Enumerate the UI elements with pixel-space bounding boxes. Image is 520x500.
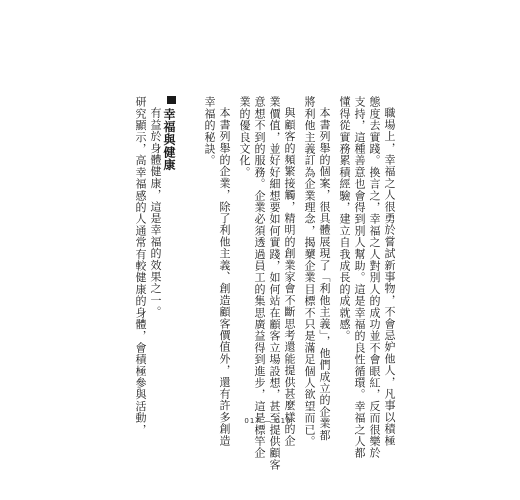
text-column: 與顧客的頻繁接觸，精明的創業家會不斷思考還能提供甚麼樣的企: [283, 107, 296, 447]
text-column: 意想不到的服務。企業必須透過員工的集思廣益得到進步，這是標竿企: [253, 96, 266, 459]
text-column: 幸福的秘訣。: [203, 96, 216, 167]
text-column: 業的優良文化。: [238, 96, 251, 178]
text-column: 職場上，幸福之人很勇於嘗試新事物，不會忌妒他人，凡事以積極: [383, 107, 396, 447]
text-column: 將利他主義訂為企業理念，揭櫫企業目標不只是滿足個人欲望而已。: [303, 96, 316, 447]
text-column: 研究顯示，高幸福感的人通常有較健康的身體，會積極參與活動，: [134, 96, 147, 436]
text-column: 業價值，並好好細想要如何實踐，如何站在顧客立場設想，甚至提供顧客: [268, 96, 281, 471]
section-heading: 幸福與健康: [162, 108, 176, 171]
text-column: 有益於身體健康，這是幸福的效果之一。: [149, 107, 162, 318]
heading-marker: [167, 96, 176, 104]
text-column: 本書列舉的企業，除了利他主義、創造顧客價值外，還有許多創造: [218, 107, 231, 447]
text-column: 支持，這種善意也會得到別人幫助。這是幸福的良性循環。幸福之人都: [353, 96, 366, 459]
text-column: 懂得從實務累積經驗，建立自我成長的成就感。: [338, 96, 351, 342]
page-numbers: 017 — 016: [244, 417, 292, 425]
text-column: 態度去實踐。換言之，幸福之人對別人的成功並不會眼紅，反而很樂於: [368, 96, 381, 459]
text-column: 本書列舉的個案，很具體展現了「利他主義」，他們成立的企業都: [318, 107, 331, 441]
